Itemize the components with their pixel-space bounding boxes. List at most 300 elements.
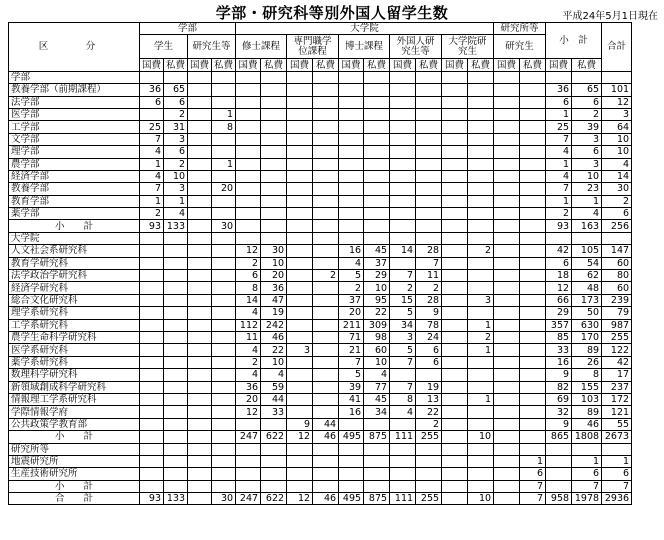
table-cell [339,84,364,96]
table-cell: 256 [602,220,632,232]
table-cell: 65 [572,84,602,96]
table-cell [442,183,468,195]
table-cell [364,468,390,480]
table-cell [164,480,188,492]
table-cell: 3 [390,331,416,343]
table-cell [212,406,236,418]
table-cell [339,170,364,182]
table-cell [287,480,313,492]
row-label: 薬学部 [9,208,140,220]
table-cell [164,381,188,393]
table-cell [261,455,287,467]
header-kenkyuseito: 研究生等 [188,35,236,59]
student-table [8,22,632,505]
subheader-shihi: 私費 [261,59,287,71]
table-cell [416,84,442,96]
table-row [9,493,632,505]
table-cell: 22 [364,307,390,319]
table-cell: 7 [390,270,416,282]
table-row [9,307,632,319]
table-cell [313,170,339,182]
table-cell: 37 [364,257,390,269]
row-label: 経済学部 [9,170,140,182]
table-cell: 2 [390,282,416,294]
empty-cell [364,71,390,83]
table-cell: 28 [416,294,442,306]
table-cell: 2936 [602,493,632,505]
table-cell: 4 [390,406,416,418]
table-cell [313,208,339,220]
table-cell: 10 [364,356,390,368]
table-cell: 11 [236,331,261,343]
header-hakushi: 博士課程 [339,35,390,59]
table-cell [520,294,546,306]
table-cell: 7 [520,480,546,492]
table-cell [339,220,364,232]
subheader-shihi: 私費 [520,59,546,71]
table-cell [416,195,442,207]
table-cell [416,455,442,467]
table-cell [520,406,546,418]
table-cell [468,257,494,269]
table-cell [212,84,236,96]
empty-cell [313,443,339,455]
table-cell [212,170,236,182]
table-cell: 4 [164,208,188,220]
table-cell [390,369,416,381]
table-cell [520,356,546,368]
table-cell: 958 [546,493,572,505]
table-cell: 2 [313,270,339,282]
table-cell [339,195,364,207]
table-cell [188,96,212,108]
table-cell: 255 [416,493,442,505]
table-cell [188,257,212,269]
header-kenkyusei: 研究生 [494,35,546,59]
table-cell [313,282,339,294]
table-cell [364,170,390,182]
table-cell [416,133,442,145]
empty-cell [468,71,494,83]
empty-cell [164,71,188,83]
table-cell [212,257,236,269]
table-cell [468,455,494,467]
table-cell: 242 [261,319,287,331]
table-cell [442,96,468,108]
table-cell: 865 [546,431,572,443]
table-cell [390,158,416,170]
table-cell [468,108,494,120]
row-label: 工学部 [9,121,140,133]
table-cell [188,158,212,170]
table-cell: 147 [602,245,632,257]
table-cell [468,282,494,294]
table-cell: 34 [390,319,416,331]
table-row [9,133,632,145]
table-cell [212,270,236,282]
row-label: 経済学研究科 [9,282,140,294]
table-cell: 1 [468,344,494,356]
table-cell: 4 [236,307,261,319]
table-cell: 3 [468,294,494,306]
table-cell: 9 [546,369,572,381]
table-cell: 255 [416,431,442,443]
empty-cell [442,232,468,244]
table-cell: 112 [236,319,261,331]
table-cell [494,307,520,319]
table-cell [287,356,313,368]
table-cell [188,319,212,331]
table-cell [188,170,212,182]
table-cell [140,468,164,480]
table-cell [212,208,236,220]
table-row [9,356,632,368]
table-cell: 30 [212,493,236,505]
table-cell: 14 [236,294,261,306]
empty-cell [140,71,164,83]
table-cell: 8 [236,282,261,294]
table-cell: 7 [390,356,416,368]
table-row [9,121,632,133]
table-cell: 4 [364,369,390,381]
table-cell: 50 [572,307,602,319]
table-cell: 85 [546,331,572,343]
empty-cell [339,71,364,83]
subheader-kokuhi: 国費 [390,59,416,71]
table-cell [313,393,339,405]
table-cell [520,133,546,145]
table-cell [140,393,164,405]
table-cell [164,319,188,331]
table-cell: 36 [261,282,287,294]
table-cell: 12 [287,493,313,505]
table-cell [442,257,468,269]
subheader-shihi: 私費 [364,59,390,71]
table-cell [313,344,339,356]
table-cell [364,195,390,207]
table-cell [442,331,468,343]
table-cell: 239 [602,294,632,306]
table-cell [236,84,261,96]
table-row [9,84,632,96]
table-cell [313,183,339,195]
table-cell: 1 [212,108,236,120]
table-cell: 3 [164,133,188,145]
table-cell: 7 [520,493,546,505]
table-cell [494,195,520,207]
table-cell [442,418,468,430]
table-cell: 59 [261,381,287,393]
table-cell [236,455,261,467]
table-cell: 133 [164,220,188,232]
table-cell [188,493,212,505]
empty-cell [287,443,313,455]
table-cell [164,344,188,356]
table-cell [287,257,313,269]
table-cell: 7 [140,183,164,195]
table-cell [212,96,236,108]
table-cell [140,307,164,319]
empty-cell [339,232,364,244]
table-cell: 1 [546,108,572,120]
table-cell [416,146,442,158]
table-cell: 4 [236,344,261,356]
table-cell [313,406,339,418]
table-cell [520,121,546,133]
table-cell [287,121,313,133]
table-cell: 10 [261,356,287,368]
table-row [9,294,632,306]
table-cell [313,257,339,269]
table-cell [390,418,416,430]
table-cell: 8 [212,121,236,133]
table-cell [390,220,416,232]
table-cell: 6 [140,96,164,108]
row-label: 理学部 [9,146,140,158]
table-cell: 10 [164,170,188,182]
table-cell [520,108,546,120]
empty-cell [390,71,416,83]
table-cell [188,208,212,220]
table-cell [287,195,313,207]
table-cell [313,381,339,393]
table-cell [212,282,236,294]
table-cell [164,257,188,269]
table-cell [313,294,339,306]
table-cell [494,294,520,306]
empty-cell [546,443,572,455]
table-cell [236,146,261,158]
table-cell: 2 [236,257,261,269]
table-cell [261,418,287,430]
table-cell [520,431,546,443]
table-cell [494,356,520,368]
table-row [9,195,632,207]
table-cell: 77 [364,381,390,393]
table-cell: 103 [572,393,602,405]
table-cell [188,468,212,480]
table-cell: 93 [140,220,164,232]
table-cell [313,369,339,381]
row-label: 公共政策学教育部 [9,418,140,430]
table-cell [520,146,546,158]
table-cell [188,195,212,207]
table-cell: 9 [287,418,313,430]
table-cell: 3 [602,108,632,120]
table-cell: 18 [546,270,572,282]
table-cell [212,431,236,443]
table-cell [188,245,212,257]
empty-cell [188,232,212,244]
table-cell [287,393,313,405]
table-cell: 5 [339,369,364,381]
table-cell [339,208,364,220]
table-cell [313,220,339,232]
table-cell: 6 [236,270,261,282]
table-cell [468,270,494,282]
section-row [9,232,632,244]
empty-cell [442,71,468,83]
table-cell: 12 [287,431,313,443]
table-cell: 630 [572,319,602,331]
table-cell [236,418,261,430]
table-cell [494,418,520,430]
table-cell: 2 [236,356,261,368]
table-cell [188,121,212,133]
table-cell [140,319,164,331]
table-cell [442,282,468,294]
table-cell: 6 [602,468,632,480]
table-cell: 25 [546,121,572,133]
table-cell [261,84,287,96]
table-cell [188,270,212,282]
table-cell [442,468,468,480]
table-cell [468,158,494,170]
table-cell: 29 [364,270,390,282]
table-cell [494,183,520,195]
empty-cell [212,71,236,83]
table-cell [164,468,188,480]
empty-cell [520,443,546,455]
table-cell [520,96,546,108]
table-cell [287,307,313,319]
empty-cell [390,443,416,455]
table-cell [236,108,261,120]
header-gaikoku: 外国人研究生等 [390,35,442,59]
table-cell: 65 [164,84,188,96]
table-cell [261,121,287,133]
table-cell [287,369,313,381]
table-cell: 22 [261,344,287,356]
subheader-shihi: 私費 [416,59,442,71]
table-cell: 45 [364,245,390,257]
table-cell: 95 [364,294,390,306]
table-cell [546,468,572,480]
table-cell: 7 [572,480,602,492]
table-cell: 622 [261,431,287,443]
section-row [9,443,632,455]
row-label: 医学部 [9,108,140,120]
table-cell [140,418,164,430]
table-cell: 155 [572,381,602,393]
empty-cell [572,71,602,83]
table-cell: 29 [546,307,572,319]
table-cell: 6 [572,146,602,158]
table-cell: 64 [602,121,632,133]
header-kenkyusho: 研究所等 [494,23,546,35]
table-cell [364,220,390,232]
table-cell [390,468,416,480]
table-cell: 20 [236,393,261,405]
table-cell [520,418,546,430]
table-row [9,96,632,108]
table-cell [416,170,442,182]
table-cell: 6 [164,146,188,158]
table-cell: 3 [572,158,602,170]
table-cell [494,319,520,331]
table-cell [236,158,261,170]
table-cell: 247 [236,431,261,443]
table-cell [287,468,313,480]
table-cell [212,480,236,492]
empty-cell [602,232,632,244]
table-cell: 54 [572,257,602,269]
table-cell: 173 [572,294,602,306]
table-cell [313,121,339,133]
section-row [9,71,632,83]
table-cell [442,393,468,405]
empty-cell [140,443,164,455]
table-cell: 9 [546,418,572,430]
table-row [9,170,632,182]
table-cell [520,158,546,170]
table-cell: 10 [261,257,287,269]
table-cell [468,121,494,133]
table-cell: 11 [416,270,442,282]
table-cell [212,307,236,319]
table-cell [313,331,339,343]
table-cell [313,158,339,170]
table-cell: 44 [313,418,339,430]
table-cell: 23 [572,183,602,195]
table-cell: 60 [364,344,390,356]
table-cell [442,208,468,220]
table-cell [188,183,212,195]
header-shushi: 修士課程 [236,35,287,59]
empty-cell [339,443,364,455]
table-cell: 7 [546,183,572,195]
table-cell [339,108,364,120]
table-cell [313,146,339,158]
table-cell [188,294,212,306]
table-cell [140,331,164,343]
table-cell: 9 [416,307,442,319]
table-cell: 12 [602,96,632,108]
empty-cell [236,71,261,83]
table-cell: 89 [572,406,602,418]
page-title: 学部・研究科等別外国人留学生数 [215,4,449,22]
table-cell [339,158,364,170]
table-row [9,319,632,331]
table-cell: 93 [546,220,572,232]
table-row [9,331,632,343]
table-cell [261,195,287,207]
subheader-shihi: 私費 [164,59,188,71]
table-cell [364,133,390,145]
table-cell: 12 [546,282,572,294]
row-label: 医学系研究科 [9,344,140,356]
table-cell [442,195,468,207]
table-cell [212,195,236,207]
table-row [9,108,632,120]
empty-cell [313,71,339,83]
table-cell: 33 [261,406,287,418]
table-cell: 22 [416,406,442,418]
table-cell [494,108,520,120]
table-cell [416,369,442,381]
table-cell [313,468,339,480]
table-cell [164,331,188,343]
table-cell [416,121,442,133]
table-cell: 4 [546,170,572,182]
table-cell [287,170,313,182]
table-cell [339,183,364,195]
table-cell [313,195,339,207]
empty-cell [164,232,188,244]
table-cell [313,245,339,257]
table-cell: 163 [572,220,602,232]
table-cell: 2 [468,245,494,257]
